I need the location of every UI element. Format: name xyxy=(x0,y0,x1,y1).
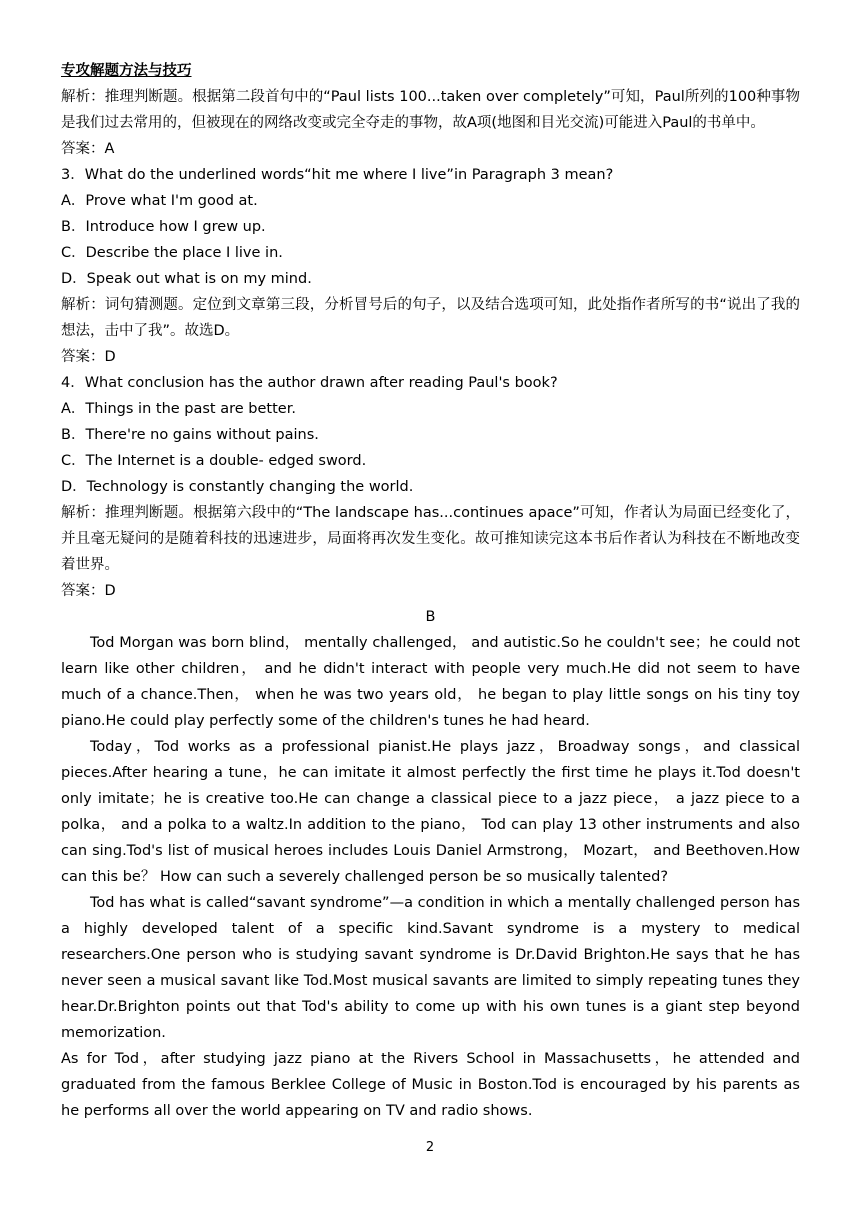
q4-answer: 答案：D xyxy=(61,583,116,599)
q2-answer: 答案：A xyxy=(61,141,115,157)
q4-question: 4．What conclusion has the author drawn after reading Paul's book? xyxy=(61,375,558,391)
q3-option-c: C．Describe the place I live in. xyxy=(61,245,283,261)
q2-analysis: 解析：推理判断题。根据第二段首句中的“Paul lists 100...taken over completely”可知，Paul所列的100种事物是我们过去常用的，但被现在的网络改变或完全夺走的事物，故A项(地图和目光交流)可能进入Paul的书单中。 xyxy=(61,89,800,131)
q3-answer: 答案：D xyxy=(61,349,116,365)
passage-label: B xyxy=(425,609,436,625)
q3-option-b: B．Introduce how I grew up. xyxy=(61,219,266,235)
q4-option-d: D．Technology is constantly changing the world. xyxy=(61,479,414,495)
q4-option-b: B．There're no gains without pains. xyxy=(61,427,319,443)
passage-paragraph-2: Today，Tod works as a professional pianist.He plays jazz，Broadway songs，and classical pieces.After hearing a tune，he can imitate it almost perfectly the first time he plays it.Tod doesn't only imitate；he is creative too.He can change a classical piece to a jazz piece， a jazz piece to a polka， and a polka to a waltz.In addition to the piano， Tod can play 13 other instruments and also can sing.Tod's list of musical heroes includes Louis Daniel Armstrong， Mozart， and Beethoven.How can this be？ How can such a severely challenged person be so musically talented? xyxy=(61,739,800,885)
passage-paragraph-1: Tod Morgan was born blind， mentally challenged， and autistic.So he couldn't see；he could not learn like other children， and he didn't interact with people very much.He did not seem to have much of a chance.Then， when he was two years old， he began to play little songs on his tiny toy piano.He could play perfectly some of the children's tunes he had heard. xyxy=(61,635,800,729)
q4-analysis: 解析：推理判断题。根据第六段中的“The landscape has...continues apace”可知，作者认为局面已经变化了，并且毫无疑问的是随着科技的迅速进步，局面将再次发生变化。故可推知读完这本书后作者认为科技在不断地改变着世界。 xyxy=(61,505,800,573)
passage-paragraph-4: As for Tod，after studying jazz piano at the Rivers School in Massachusetts，he attended and graduated from the famous Berklee College of Music in Boston.Tod is encouraged by his parents as he performs all over the world appearing on TV and radio shows. xyxy=(61,1051,800,1119)
page-content xyxy=(61,58,800,1124)
section-title: 专攻解题方法与技巧 xyxy=(61,63,192,79)
q3-option-d: D．Speak out what is on my mind. xyxy=(61,271,312,287)
page-number: 2 xyxy=(425,1140,435,1155)
q3-analysis: 解析：词句猜测题。定位到文章第三段，分析冒号后的句子，以及结合选项可知，此处指作者所写的书“说出了我的想法，击中了我”。故选D。 xyxy=(61,297,800,339)
q4-option-c: C．The Internet is a double- edged sword. xyxy=(61,453,367,469)
q3-option-a: A．Prove what I'm good at. xyxy=(61,193,258,209)
passage-paragraph-3: Tod has what is called“savant syndrome”—a condition in which a mentally challenged person has a highly developed talent of a specific kind.Savant syndrome is a mystery to medical researchers.One person who is studying savant syndrome is Dr.David Brighton.He says that he has never seen a musical savant like Tod.Most musical savants are limited to simply repeating tunes they hear.Dr.Brighton points out that Tod's ability to come up with his own tunes is a giant step beyond memorization. xyxy=(61,895,800,1041)
q4-option-a: A．Things in the past are better. xyxy=(61,401,296,417)
q3-question: 3．What do the underlined words“hit me where I live”in Paragraph 3 mean? xyxy=(61,167,614,183)
